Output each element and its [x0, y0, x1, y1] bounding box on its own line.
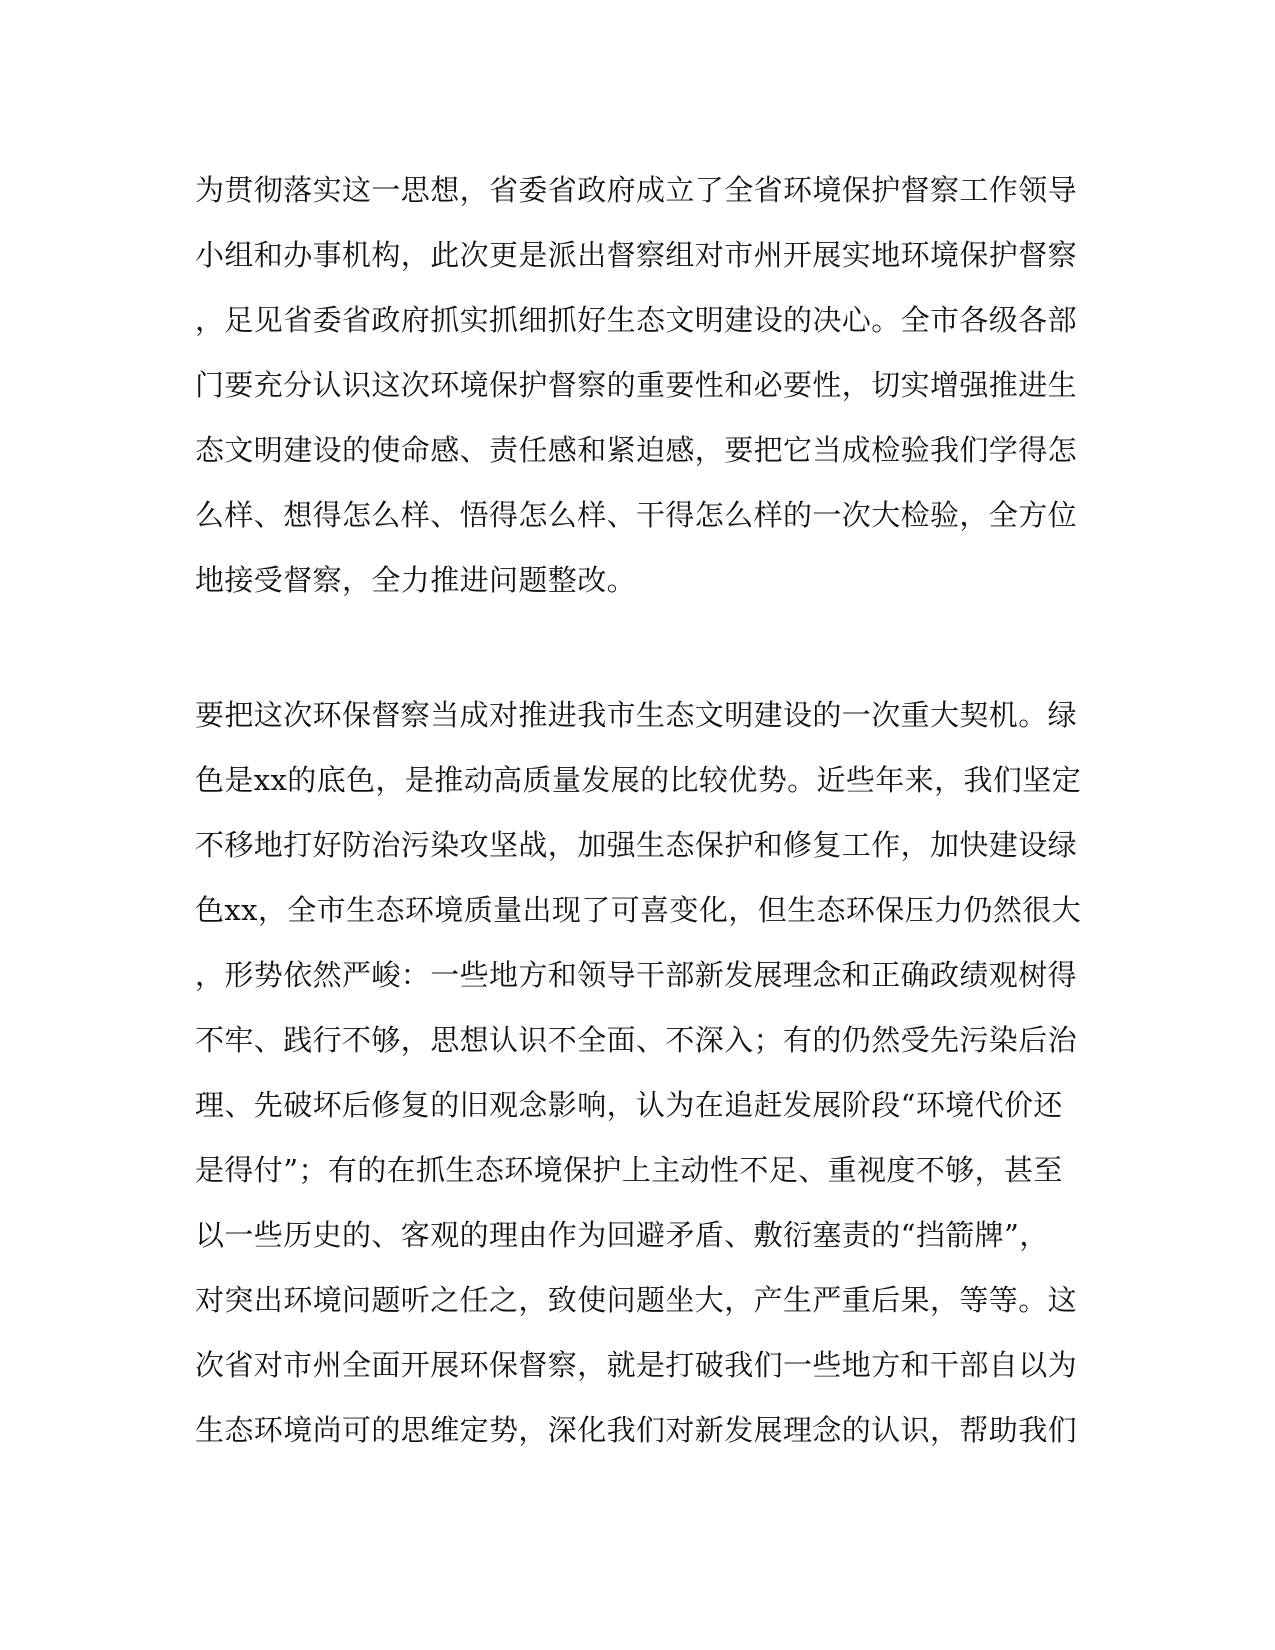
- text-line: 态文明建设的使命感、责任感和紧迫感，要把它当成检验我们学得怎: [195, 433, 1078, 467]
- text-line: 理、先破坏后修复的旧观念影响，认为在追赶发展阶段“环境代价还: [195, 1088, 1063, 1122]
- text-line: 色xx，全市生态环境质量出现了可喜变化，但生态环保压力仍然很大: [195, 893, 1082, 927]
- text-line: 为贯彻落实这一思想，省委省政府成立了全省环境保护督察工作领导: [195, 173, 1078, 207]
- text-line: 门要充分认识这次环境保护督察的重要性和必要性，切实增强推进生: [195, 368, 1078, 402]
- text-line: 是得付”；有的在抓生态环境保护上主动性不足、重视度不够，甚至: [195, 1153, 1063, 1187]
- text-line: 次省对市州全面开展环保督察，就是打破我们一些地方和干部自以为: [195, 1348, 1078, 1382]
- text-line: 要把这次环保督察当成对推进我市生态文明建设的一次重大契机。绿: [195, 698, 1078, 732]
- text-line: 地接受督察，全力推进问题整改。: [195, 563, 637, 597]
- text-line: ，形势依然严峻：一些地方和领导干部新发展理念和正确政绩观树得: [195, 958, 1078, 992]
- text-line: 对突出环境问题听之任之，致使问题坐大，产生严重后果，等等。这: [195, 1283, 1078, 1317]
- text-line: ，足见省委省政府抓实抓细抓好生态文明建设的决心。全市各级各部: [195, 303, 1078, 337]
- paragraph-1: [195, 158, 1078, 613]
- text-line: 小组和办事机构，此次更是派出督察组对市州开展实地环境保护督察: [195, 238, 1078, 272]
- text-line: 以一些历史的、客观的理由作为回避矛盾、敷衍塞责的“挡箭牌”，: [195, 1218, 1049, 1252]
- text-line: 么样、想得怎么样、悟得怎么样、干得怎么样的一次大检验，全方位: [195, 498, 1078, 532]
- text-line: 色是xx的底色，是推动高质量发展的比较优势。近些年来，我们坚定: [195, 763, 1082, 797]
- text-line: 生态环境尚可的思维定势，深化我们对新发展理念的认识，帮助我们: [195, 1413, 1078, 1447]
- text-line: 不移地打好防治污染攻坚战，加强生态保护和修复工作，加快建设绿: [195, 828, 1078, 862]
- text-line: 不牢、践行不够，思想认识不全面、不深入；有的仍然受先污染后治: [195, 1023, 1078, 1057]
- paragraph-2: [195, 683, 1082, 1463]
